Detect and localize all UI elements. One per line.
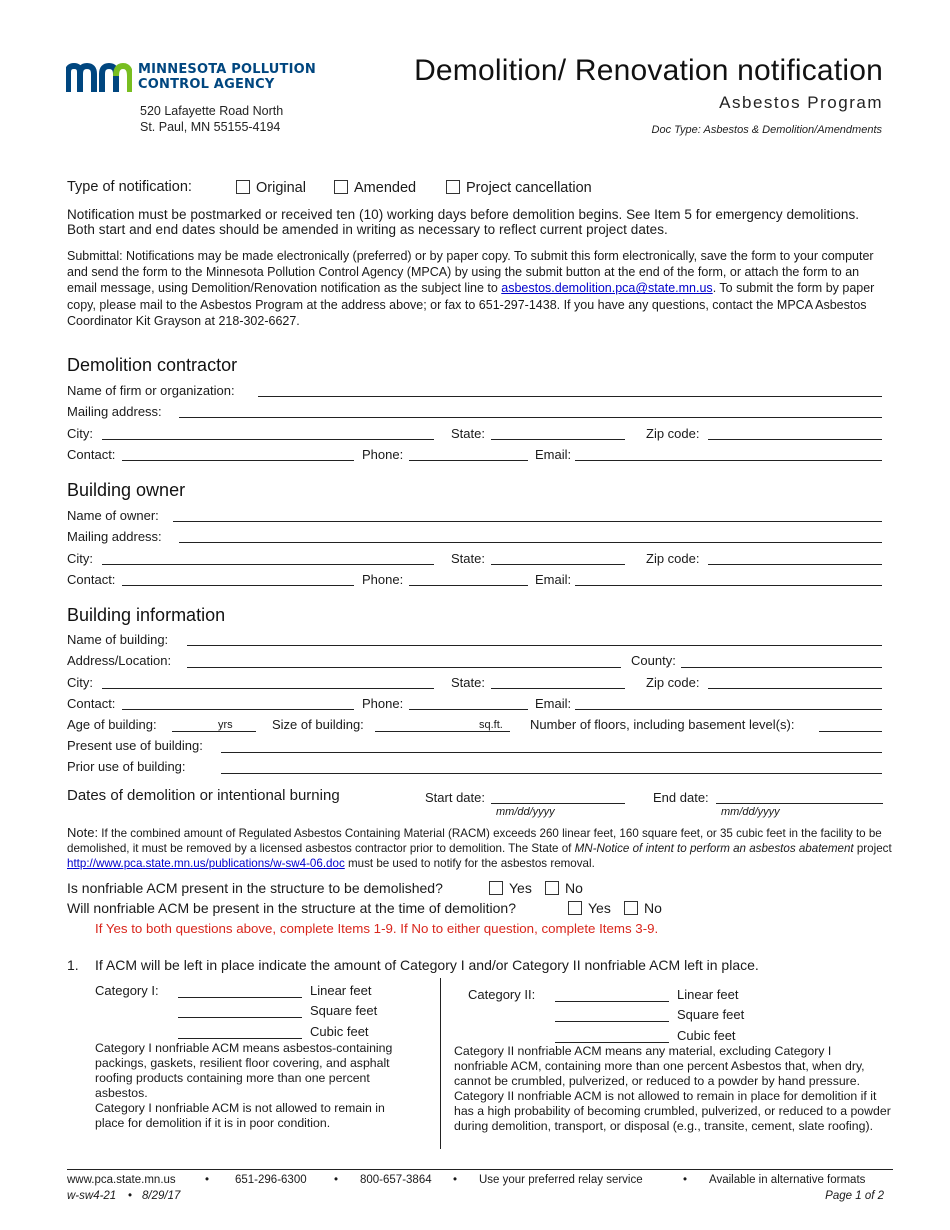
- input-contractor-city[interactable]: [102, 439, 434, 440]
- footer-bullet-1: •: [205, 1174, 210, 1186]
- label-owner-email: Email:: [535, 572, 572, 587]
- footer-bullet-4: •: [683, 1174, 688, 1186]
- checkbox-project-cancellation[interactable]: [446, 180, 592, 196]
- label-owner-zip: Zip code:: [646, 551, 700, 566]
- input-owner-city[interactable]: [102, 564, 434, 565]
- input-contractor-state[interactable]: [491, 439, 625, 440]
- label-start-date: Start date:: [425, 790, 485, 805]
- q2-yes-label: Yes: [588, 900, 611, 916]
- input-building-email[interactable]: [575, 709, 882, 710]
- label-category-1: Category I:: [95, 983, 159, 998]
- cat2-unit-linear: Linear feet: [677, 987, 739, 1002]
- cat1-unit-square: Square feet: [310, 1003, 378, 1018]
- q2-yes-box[interactable]: [568, 901, 582, 915]
- label-owner-city: City:: [67, 551, 93, 566]
- input-contractor-mailing[interactable]: [179, 417, 882, 418]
- label-owner-state: State:: [451, 551, 485, 566]
- unit-sqft: sq.ft.: [479, 719, 503, 731]
- submittal-paragraph: [67, 248, 875, 329]
- label-building-name: Name of building:: [67, 632, 169, 647]
- note-paragraph: [67, 825, 907, 871]
- label-present-use: Present use of building:: [67, 738, 203, 753]
- cat1-definition: Category I nonfriable ACM means asbestos-containing packings, gaskets, resilient floor covering, and asphalt roofing products containing more than one percent asbestos.: [95, 1041, 393, 1100]
- cat1-rule: Category I nonfriable ACM is not allowed to remain in place for demolition if it is in poor condition.: [95, 1101, 385, 1130]
- input-owner-state[interactable]: [491, 564, 625, 565]
- item1-number: 1.: [67, 957, 79, 973]
- label-category-2: Category II:: [468, 987, 536, 1002]
- input-contractor-contact[interactable]: [122, 460, 354, 461]
- note-text-1: If the combined amount of Regulated Asbestos Containing Material (RACM) exceeds 260 linear feet, 160 square feet, or 35 cubic feet in the facility to be demolished, it must be removed by a licensed asbestos contractor prior to demolition. The State of: [67, 827, 882, 855]
- label-address-location: Address/Location:: [67, 653, 172, 668]
- input-cat2-square[interactable]: [555, 1021, 669, 1022]
- input-present-use[interactable]: [221, 752, 882, 753]
- agency-name-line1: MINNESOTA POLLUTION: [138, 62, 316, 77]
- notification-type-label: Type of notification:: [67, 179, 192, 195]
- input-building-city[interactable]: [102, 688, 434, 689]
- footer-phone-1: 651-296-6300: [235, 1174, 307, 1186]
- category-divider: [440, 978, 441, 1149]
- label-building-age: Age of building:: [67, 717, 157, 732]
- footer-date: 8/29/17: [142, 1190, 181, 1202]
- input-owner-name[interactable]: [173, 521, 882, 522]
- input-owner-email[interactable]: [575, 585, 882, 586]
- instruction-red: If Yes to both questions above, complete Items 1-9. If No to either question, complete Items 3-9.: [95, 921, 659, 936]
- input-end-date[interactable]: [716, 803, 883, 804]
- q2-no[interactable]: [624, 900, 662, 916]
- doc-type: Doc Type: Asbestos & Demolition/Amendments: [651, 124, 882, 136]
- agency-address-line2: St. Paul, MN 55155-4194: [140, 120, 281, 134]
- input-firm-name[interactable]: [258, 396, 882, 397]
- input-building-size[interactable]: [375, 731, 510, 732]
- q1-yes-label: Yes: [509, 880, 532, 896]
- input-building-phone[interactable]: [409, 709, 528, 710]
- q1-yes[interactable]: [489, 880, 532, 896]
- item1-text: If ACM will be left in place indicate the amount of Category I and/or Category II nonfriable ACM left in place.: [95, 957, 759, 973]
- note-text-2: project: [853, 842, 892, 855]
- submittal-text-1: Submittal: Notifications may be made electronically (preferred) or by paper copy. To submit this form electronically, save the form to your computer and send the form to the Minnesota Pollution Control Agency (MPCA) by using the submit button at the end of the form, or attach the form to an email message, using Demolition/Renovation notification as the subject line to: [67, 249, 874, 296]
- footer-bullet-5: •: [128, 1190, 133, 1202]
- footer-doc-id: w-sw4-21: [67, 1190, 117, 1202]
- input-building-contact[interactable]: [122, 709, 354, 710]
- cat1-unit-linear: Linear feet: [310, 983, 372, 998]
- footer-bullet-2: •: [334, 1174, 339, 1186]
- footer-relay: Use your preferred relay service: [479, 1174, 643, 1186]
- checkbox-original-box[interactable]: [236, 180, 250, 194]
- footer-website: www.pca.state.mn.us: [67, 1174, 176, 1186]
- label-owner-mailing: Mailing address:: [67, 529, 162, 544]
- label-prior-use: Prior use of building:: [67, 759, 186, 774]
- input-building-age[interactable]: [172, 731, 256, 732]
- label-floors: Number of floors, including basement level(s):: [530, 717, 795, 732]
- input-owner-zip[interactable]: [708, 564, 882, 565]
- input-cat1-cubic[interactable]: [178, 1038, 302, 1039]
- unit-yrs: yrs: [218, 719, 233, 731]
- footer-formats: Available in alternative formats: [709, 1174, 866, 1186]
- agency-address-line1: 520 Lafayette Road North: [140, 104, 284, 118]
- input-prior-use[interactable]: [221, 773, 882, 774]
- label-firm-name: Name of firm or organization:: [67, 383, 235, 398]
- label-contractor-state: State:: [451, 426, 485, 441]
- label-contractor-zip: Zip code:: [646, 426, 700, 441]
- section-building-information: Building information: [67, 605, 226, 625]
- q1-no-label: No: [565, 880, 583, 896]
- checkbox-original-label: Original: [256, 180, 306, 196]
- cat2-definition: Category II nonfriable ACM means any material, excluding Category I nonfriable ACM, containing more than one percent Asbestos that, when dry, cannot be crumbled, pulverized, or reduced to a powder by hand pressure.: [454, 1044, 865, 1088]
- input-cat1-square[interactable]: [178, 1017, 302, 1018]
- note-form-name: MN-Notice of intent to perform an asbestos abatement: [574, 842, 854, 855]
- input-contractor-email[interactable]: [575, 460, 882, 461]
- mpca-logo: [66, 60, 356, 96]
- label-contractor-city: City:: [67, 426, 93, 441]
- input-contractor-phone[interactable]: [409, 460, 528, 461]
- input-start-date[interactable]: [491, 803, 625, 804]
- q1-yes-box[interactable]: [489, 881, 503, 895]
- checkbox-project-cancellation-box[interactable]: [446, 180, 460, 194]
- label-end-date: End date:: [653, 790, 709, 805]
- input-address-location[interactable]: [187, 667, 621, 668]
- q1-no-box[interactable]: [545, 881, 559, 895]
- label-building-email: Email:: [535, 696, 572, 711]
- q2-yes[interactable]: [568, 900, 611, 916]
- input-floors[interactable]: [819, 731, 882, 732]
- cat1-unit-cubic: Cubic feet: [310, 1024, 369, 1039]
- agency-name-line2: CONTROL AGENCY: [138, 77, 275, 92]
- input-county[interactable]: [681, 667, 882, 668]
- checkbox-amended-box[interactable]: [334, 180, 348, 194]
- label-contractor-email: Email:: [535, 447, 572, 462]
- mpca-logo-icon: [66, 62, 132, 94]
- note-text-3: must be used to notify for the asbestos removal.: [344, 857, 595, 870]
- label-owner-phone: Phone:: [362, 572, 404, 587]
- input-cat1-linear[interactable]: [178, 997, 302, 998]
- submittal-text-2: . To submit the form by paper copy, please mail to the Asbestos Program at the address above; or fax to 651-297-1438. If you have any questions, contact the MPCA Asbestos Coordinator Kit Grayson at 218-302-6627.: [67, 281, 875, 328]
- cat2-unit-square: Square feet: [677, 1007, 745, 1022]
- label-building-contact: Contact:: [67, 696, 116, 711]
- input-building-state[interactable]: [491, 688, 625, 689]
- cat2-unit-cubic: Cubic feet: [677, 1028, 736, 1043]
- checkbox-original[interactable]: [236, 180, 306, 196]
- question-1: Is nonfriable ACM present in the structure to be demolished?: [67, 880, 443, 896]
- input-owner-contact[interactable]: [122, 585, 354, 586]
- submittal-email-link[interactable]: asbestos.demolition.pca@state.mn.us: [501, 281, 713, 296]
- input-owner-phone[interactable]: [409, 585, 528, 586]
- footer-rule: [67, 1169, 893, 1170]
- label-owner-contact: Contact:: [67, 572, 116, 587]
- label-contractor-contact: Contact:: [67, 447, 116, 462]
- end-date-format-hint: mm/dd/yyyy: [721, 806, 780, 818]
- page-title: Demolition/ Renovation notification: [414, 54, 883, 87]
- checkbox-amended[interactable]: [334, 180, 416, 196]
- checkbox-project-cancellation-label: Project cancellation: [466, 180, 592, 196]
- cat2-rule: Category II nonfriable ACM is not allowed to remain in place for demolition if it has a high probability of becoming crumbled, pulverized, or reduced to a powder during demolition, transport, or disposal (e.g., transite, cement, slate roofing).: [454, 1089, 891, 1133]
- label-owner-name: Name of owner:: [67, 508, 159, 523]
- note-label: Note:: [67, 825, 99, 840]
- footer-phone-2: 800-657-3864: [360, 1174, 432, 1186]
- input-cat2-linear[interactable]: [555, 1001, 669, 1002]
- q2-no-label: No: [644, 900, 662, 916]
- checkbox-amended-label: Amended: [354, 180, 417, 196]
- q2-no-box[interactable]: [624, 901, 638, 915]
- label-building-state: State:: [451, 675, 485, 690]
- footer-bullet-3: •: [453, 1174, 458, 1186]
- q1-no[interactable]: [545, 880, 583, 896]
- label-county: County:: [631, 653, 676, 668]
- label-building-zip: Zip code:: [646, 675, 700, 690]
- start-date-format-hint: mm/dd/yyyy: [496, 806, 555, 818]
- note-link[interactable]: http://www.pca.state.mn.us/publications/w-sw4-06.doc: [67, 857, 345, 870]
- input-building-zip[interactable]: [708, 688, 882, 689]
- input-owner-mailing[interactable]: [179, 542, 882, 543]
- footer-page-number: Page 1 of 2: [825, 1190, 884, 1202]
- label-contractor-phone: Phone:: [362, 447, 404, 462]
- label-contractor-mailing: Mailing address:: [67, 404, 162, 419]
- section-dates: Dates of demolition or intentional burning: [67, 787, 340, 804]
- label-building-city: City:: [67, 675, 93, 690]
- input-cat2-cubic[interactable]: [555, 1042, 669, 1043]
- section-demolition-contractor: Demolition contractor: [67, 355, 238, 375]
- section-building-owner: Building owner: [67, 480, 186, 500]
- input-contractor-zip[interactable]: [708, 439, 882, 440]
- question-2: Will nonfriable ACM be present in the structure at the time of demolition?: [67, 900, 516, 916]
- intro-paragraph: Notification must be postmarked or received ten (10) working days before demolition begins. See Item 5 for emergency demolitions. Both start and end dates should be amended in writing as necessary to reflect current project dates.: [67, 207, 860, 237]
- label-building-size: Size of building:: [272, 717, 364, 732]
- label-building-phone: Phone:: [362, 696, 404, 711]
- program-name: Asbestos Program: [719, 93, 883, 112]
- input-building-name[interactable]: [187, 645, 882, 646]
